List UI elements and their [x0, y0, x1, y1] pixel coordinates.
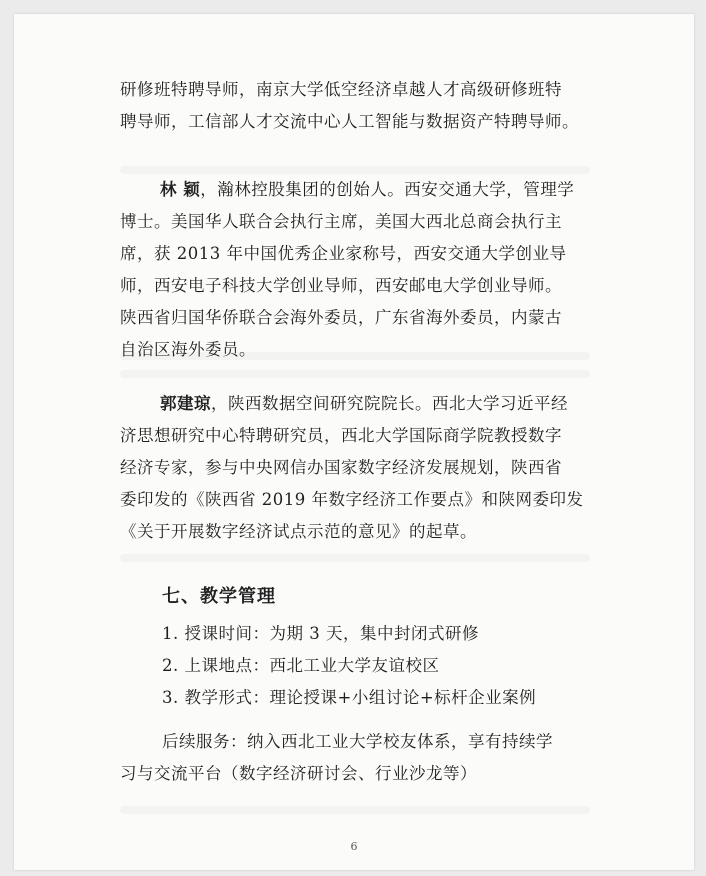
text-line: 习与交流平台（数字经济研讨会、行业沙龙等） [120, 764, 477, 783]
text-line [120, 174, 606, 206]
text-line: 委印发的《陕西省 2019 年数字经济工作要点》和陕网委印发 [120, 490, 584, 509]
text-line: 师，西安电子科技大学创业导师，西安邮电大学创业导师。 [120, 276, 562, 295]
bio-text: ，瀚林控股集团的创始人。西安交通大学，管理学 [200, 180, 575, 199]
bio-text: ，陕西数据空间研究院院长。西北大学习近平经 [211, 394, 568, 413]
bio-guo-jianqiong [120, 388, 606, 548]
intro-paragraph [120, 74, 606, 138]
show-through-mark [120, 806, 590, 814]
text-line: 研修班特聘导师，南京大学低空经济卓越人才高级研修班特 [120, 80, 562, 99]
teaching-management-list [162, 618, 536, 714]
text-line: 经济专家，参与中央网信办国家数字经济发展规划，陕西省 [120, 458, 562, 477]
text-line: 济思想研究中心特聘研究员，西北大学国际商学院教授数字 [120, 426, 562, 445]
person-name: 郭建琼 [160, 394, 211, 413]
show-through-mark [120, 370, 590, 378]
list-item: 2. 上课地点：西北工业大学友谊校区 [162, 656, 440, 675]
bio-lin-ying [120, 174, 606, 366]
text-line: 博士。美国华人联合会执行主席，美国大西北总商会执行主 [120, 212, 562, 231]
list-item: 3. 教学形式：理论授课+小组讨论+标杆企业案例 [162, 688, 537, 707]
text-line: 陕西省归国华侨联合会海外委员，广东省海外委员，内蒙古 [120, 308, 562, 327]
text-line: 聘导师，工信部人才交流中心人工智能与数据资产特聘导师。 [120, 112, 579, 131]
text-line: 自治区海外委员。 [120, 340, 256, 359]
text-line: 席，获 2013 年中国优秀企业家称号，西安交通大学创业导 [120, 244, 567, 263]
text-line: 后续服务：纳入西北工业大学校友体系，享有持续学 [162, 732, 553, 751]
page-number: 6 [350, 840, 358, 853]
show-through-mark [120, 554, 590, 562]
followup-paragraph [120, 726, 606, 790]
text-line [120, 388, 606, 420]
person-name: 林 颖 [160, 180, 201, 199]
document-page [14, 14, 694, 870]
show-through-mark [120, 166, 590, 174]
section-heading: 七、教学管理 [162, 586, 276, 607]
list-item: 1. 授课时间：为期 3 天，集中封闭式研修 [162, 624, 479, 643]
text-line: 《关于开展数字经济试点示范的意见》的起草。 [120, 522, 477, 541]
